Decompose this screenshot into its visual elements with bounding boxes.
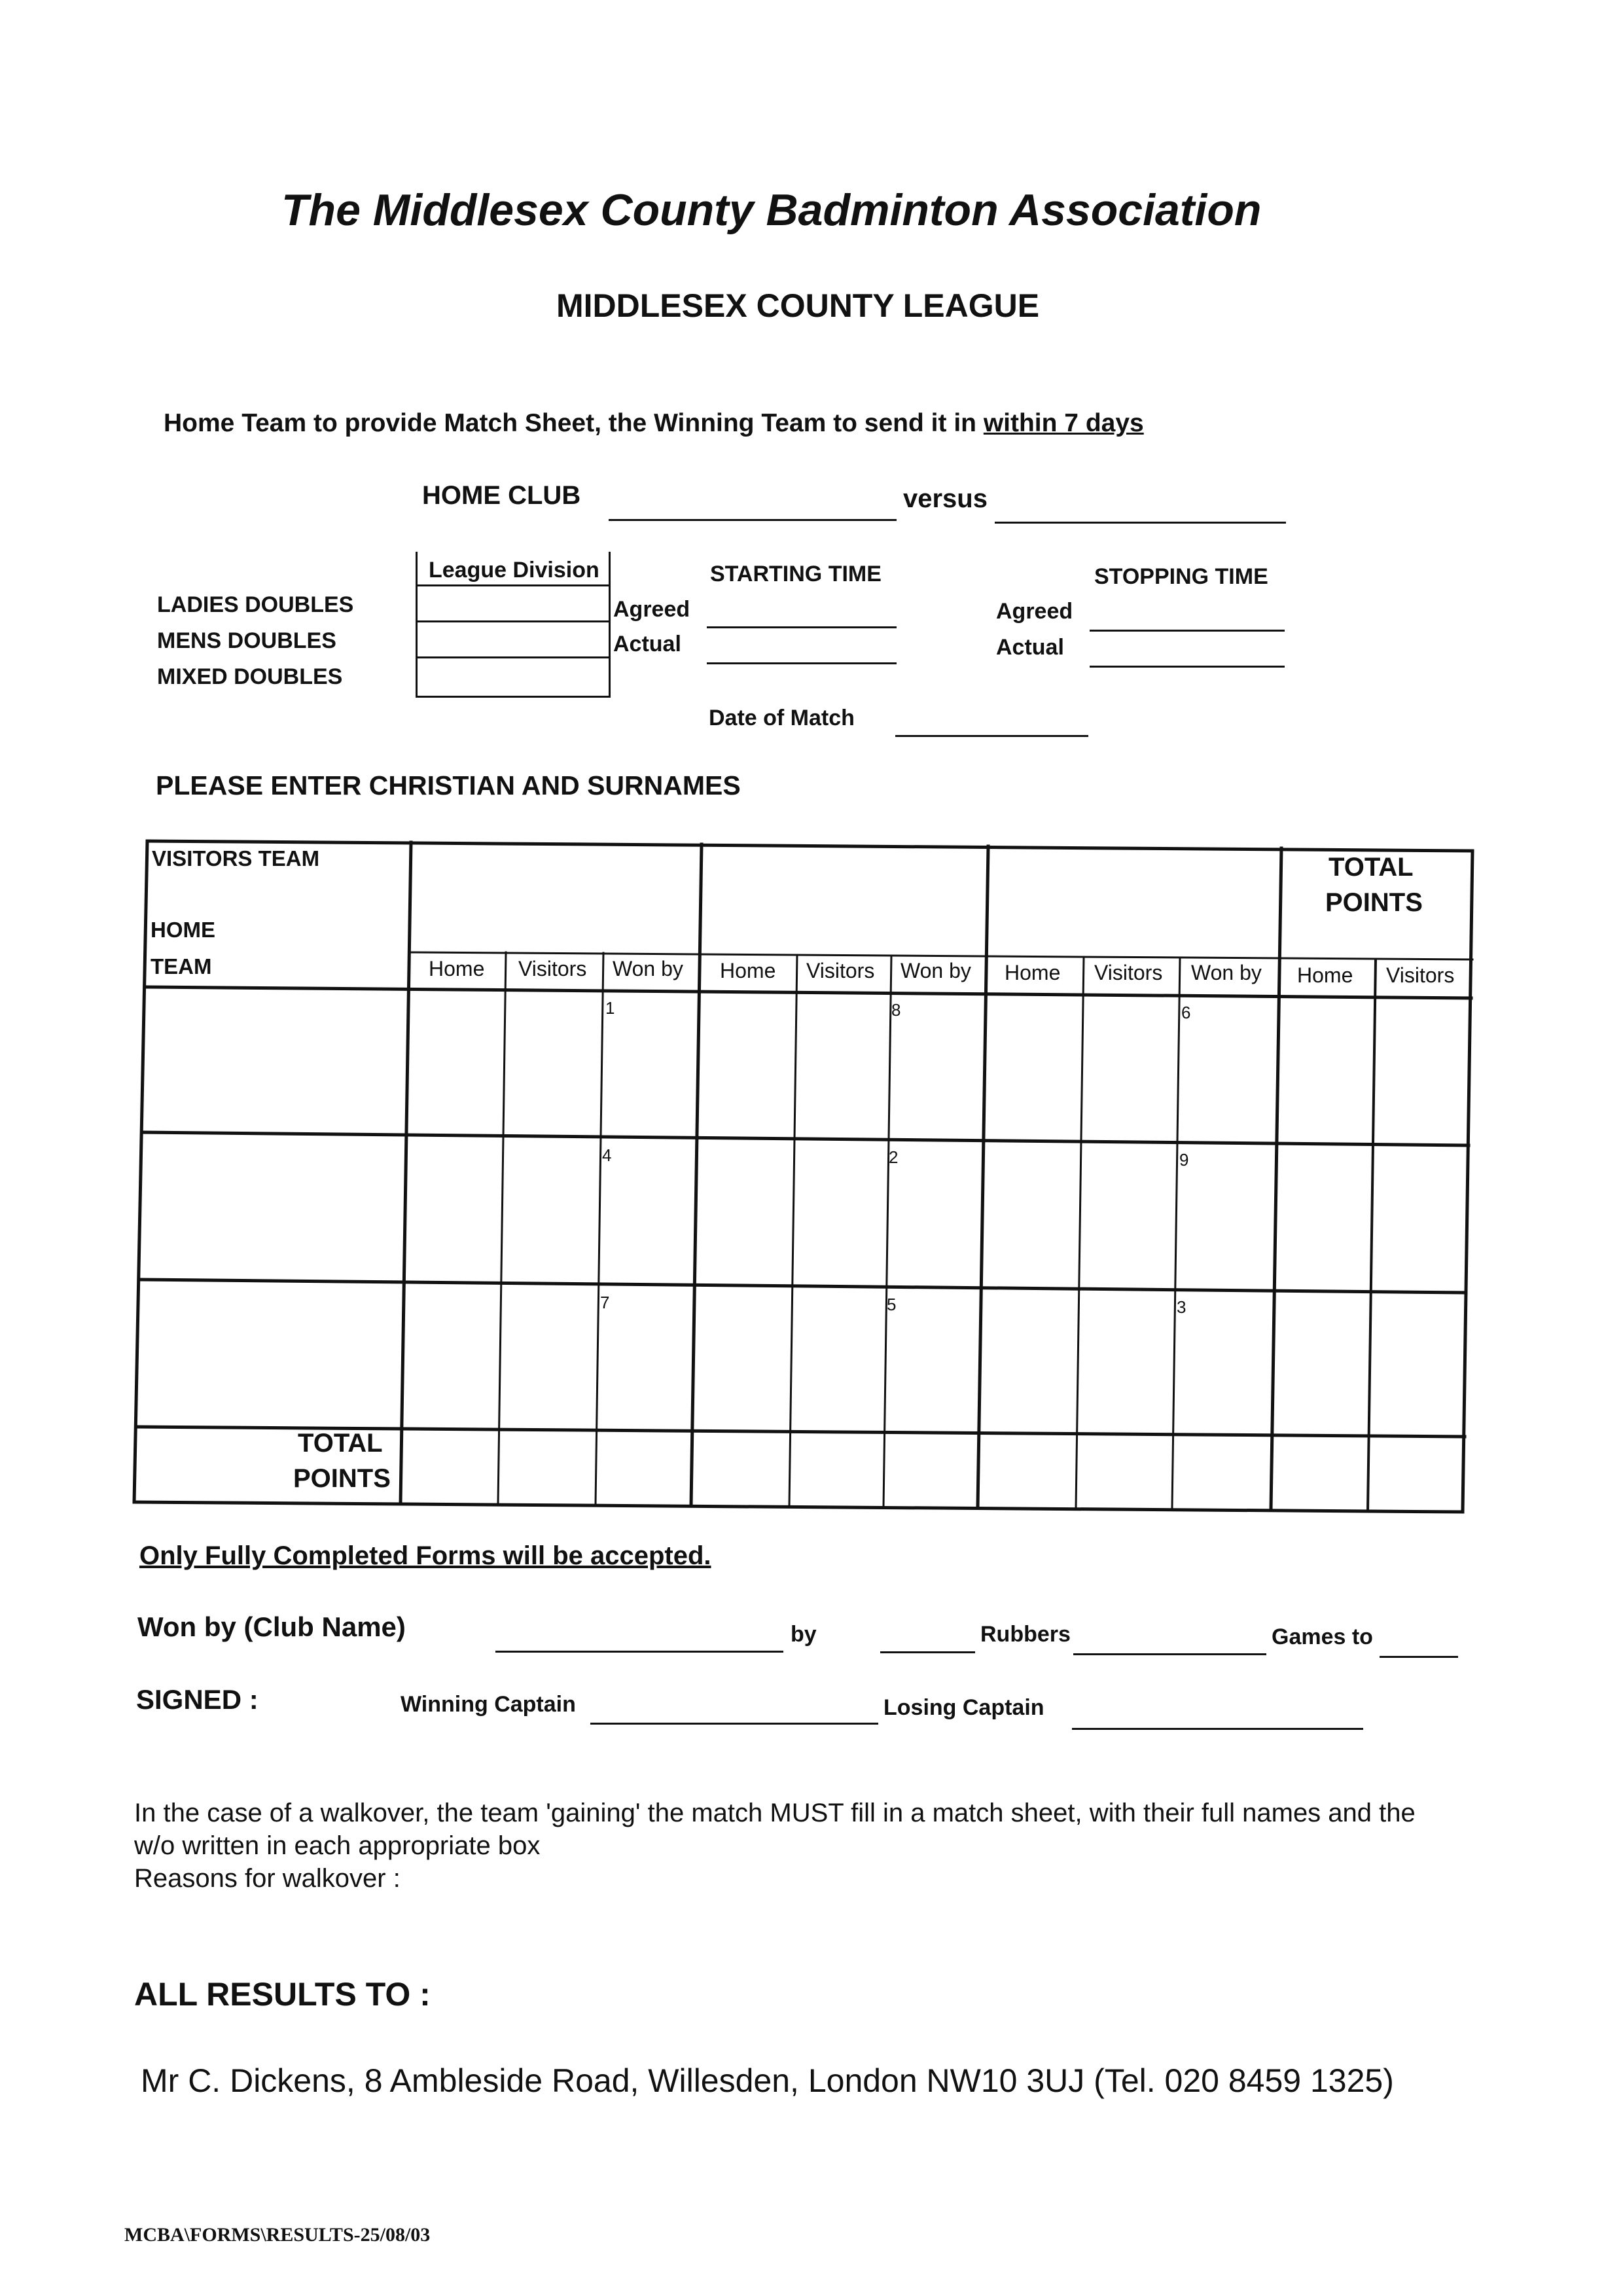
subheader-home-2: Home xyxy=(720,959,776,982)
rubbers-label: Rubbers xyxy=(980,1622,1071,1647)
subheader-wonby-2: Won by xyxy=(901,959,971,982)
rubbers-against-field[interactable] xyxy=(1073,1653,1266,1655)
rubber-number: 5 xyxy=(887,1295,897,1314)
games-to-label: Games to xyxy=(1272,1624,1373,1649)
versus-label: versus xyxy=(903,484,988,513)
rubber-number: 6 xyxy=(1181,1003,1191,1022)
all-results-to-label: ALL RESULTS TO : xyxy=(134,1976,431,2013)
subheader-wonby-3: Won by xyxy=(1191,961,1262,984)
mens-doubles-label: MENS DOUBLES xyxy=(157,628,336,653)
rubbers-count-field[interactable] xyxy=(880,1651,975,1653)
mixed-doubles-label: MIXED DOUBLES xyxy=(157,664,343,689)
subheader-visitors-1: Visitors xyxy=(518,957,587,980)
walkover-reasons-label: Reasons for walkover : xyxy=(134,1864,401,1893)
losing-captain-signature-field[interactable] xyxy=(1072,1728,1363,1730)
results-address: Mr C. Dickens, 8 Ambleside Road, Willesden, London NW10 3UJ (Tel. 020 8459 1325) xyxy=(141,2062,1394,2099)
walkover-text: In the case of a walkover, the team 'gaining' the match MUST fill in a match sheet, with their full names and the w/o written in each appropriate box xyxy=(134,1799,1416,1860)
signed-label: SIGNED : xyxy=(136,1684,259,1715)
rubber-number: 4 xyxy=(602,1145,612,1165)
rubber-number: 8 xyxy=(891,1000,901,1020)
league-subtitle: MIDDLESEX COUNTY LEAGUE xyxy=(556,287,1040,324)
total-points-header-1: TOTAL xyxy=(1329,853,1414,882)
date-of-match-label: Date of Match xyxy=(709,706,855,730)
won-by-label: Won by (Club Name) xyxy=(137,1611,406,1642)
home-pair-2-names-field[interactable] xyxy=(147,1139,395,1276)
losing-captain-label: Losing Captain xyxy=(883,1695,1044,1720)
completion-note: Only Fully Completed Forms will be accepted. xyxy=(139,1541,711,1570)
subheader-visitors-3: Visitors xyxy=(1094,961,1163,984)
home-team-label-1: HOME xyxy=(151,918,215,942)
subheader-home-total: Home xyxy=(1297,963,1353,987)
intro-text: Home Team to provide Match Sheet, the Winning Team to send it in xyxy=(164,409,984,437)
total-points-row-label-2: POINTS xyxy=(293,1464,391,1493)
stop-agreed-label: Agreed xyxy=(996,599,1073,624)
subheader-home-3: Home xyxy=(1005,961,1061,984)
visitors-team-label: VISITORS TEAM xyxy=(152,846,320,870)
subheader-visitors-2: Visitors xyxy=(806,959,875,982)
walkover-instructions xyxy=(134,1797,1443,1895)
visitors-pair-3-names-field[interactable] xyxy=(992,854,1277,952)
rubber-number: 9 xyxy=(1179,1150,1189,1170)
rubber-number: 2 xyxy=(889,1147,899,1167)
games-to-field[interactable] xyxy=(1380,1656,1458,1658)
form-title: The Middlesex County Badminton Association xyxy=(281,185,1262,235)
stopping-time-label: STOPPING TIME xyxy=(1094,564,1268,589)
home-club-label: HOME CLUB xyxy=(422,481,581,510)
start-actual-label: Actual xyxy=(613,632,681,656)
home-team-label-2: TEAM xyxy=(151,954,212,978)
visitors-pair-1-names-field[interactable] xyxy=(416,851,697,949)
subheader-visitors-total: Visitors xyxy=(1386,963,1455,987)
home-pair-3-names-field[interactable] xyxy=(144,1286,393,1424)
rubber-number: 3 xyxy=(1177,1297,1186,1317)
stop-actual-label: Actual xyxy=(996,635,1064,660)
home-pair-1-names-field[interactable] xyxy=(149,992,398,1129)
subheader-home-1: Home xyxy=(429,957,485,980)
won-by-club-field[interactable] xyxy=(495,1651,783,1653)
names-instruction: PLEASE ENTER CHRISTIAN AND SURNAMES xyxy=(156,770,741,800)
rubber-number: 1 xyxy=(605,998,615,1018)
total-points-row-label-1: TOTAL xyxy=(298,1429,383,1458)
by-label: by xyxy=(791,1622,817,1647)
starting-time-label: STARTING TIME xyxy=(710,562,882,586)
ladies-doubles-label: LADIES DOUBLES xyxy=(157,592,354,617)
subheader-wonby-1: Won by xyxy=(613,957,683,980)
intro-deadline: within 7 days xyxy=(983,409,1144,437)
total-points-header-2: POINTS xyxy=(1325,888,1423,917)
winning-captain-label: Winning Captain xyxy=(401,1692,576,1717)
league-division-header: League Division xyxy=(429,558,599,583)
rubber-number: 7 xyxy=(600,1293,610,1312)
start-agreed-label: Agreed xyxy=(613,597,690,622)
visitors-pair-2-names-field[interactable] xyxy=(705,852,984,950)
winning-captain-signature-field[interactable] xyxy=(590,1723,878,1725)
form-reference-code: MCBA\FORMS\RESULTS-25/08/03 xyxy=(124,2224,431,2246)
